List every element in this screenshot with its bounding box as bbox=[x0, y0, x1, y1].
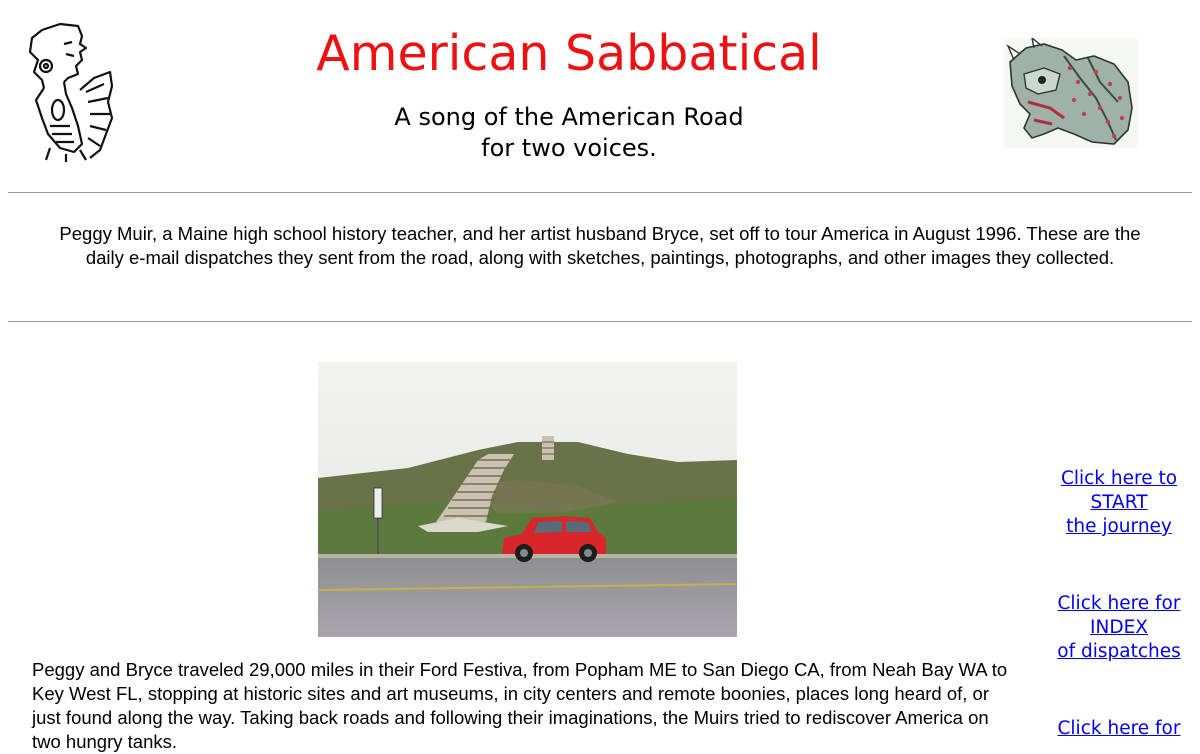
index-of-dispatches-link[interactable] bbox=[1057, 593, 1180, 662]
index-nav bbox=[1048, 592, 1190, 664]
start-journey-nav bbox=[1048, 467, 1190, 539]
divider-bottom bbox=[8, 321, 1192, 322]
intro-paragraph: Peggy Muir, a Maine high school history teacher, and her artist husband Bryce, set off to tour America in August 1996. These are the daily e-mail dispatches they sent from the road, along with sketches, paintings, photographs, and other images they collected. bbox=[59, 223, 1141, 268]
link-line: START bbox=[1090, 492, 1148, 513]
mound-with-red-car-photo bbox=[318, 362, 737, 637]
link-line: Click here for bbox=[1057, 718, 1181, 739]
link-line: Click here to bbox=[1060, 468, 1178, 489]
subtitle-line-2: for two voices. bbox=[481, 134, 657, 162]
start-journey-link[interactable] bbox=[1061, 468, 1177, 537]
third-nav bbox=[1048, 717, 1190, 741]
page-title: American Sabbatical bbox=[316, 25, 822, 82]
third-nav-link[interactable] bbox=[1058, 718, 1181, 739]
journey-description: Peggy and Bryce traveled 29,000 miles in their Ford Festiva, from Popham ME to San Diego CA, from Neah Bay WA to Key West FL, stopping at historic sites and art museums, in city centers and remote boonies, places long heard of, or just found along the way. Taking back roads and following their imaginations, the Muirs tried to rediscover America on two hungry tanks. bbox=[32, 659, 1008, 752]
page-subtitle bbox=[0, 102, 1138, 164]
link-line: of dispatches bbox=[1057, 641, 1181, 662]
link-line: INDEX bbox=[1090, 617, 1148, 638]
mound-photo-image bbox=[318, 362, 737, 637]
link-line: the journey bbox=[1066, 516, 1172, 537]
divider-top bbox=[8, 192, 1192, 193]
link-line: Click here for bbox=[1057, 593, 1181, 614]
subtitle-line-1: A song of the American Road bbox=[394, 103, 744, 131]
